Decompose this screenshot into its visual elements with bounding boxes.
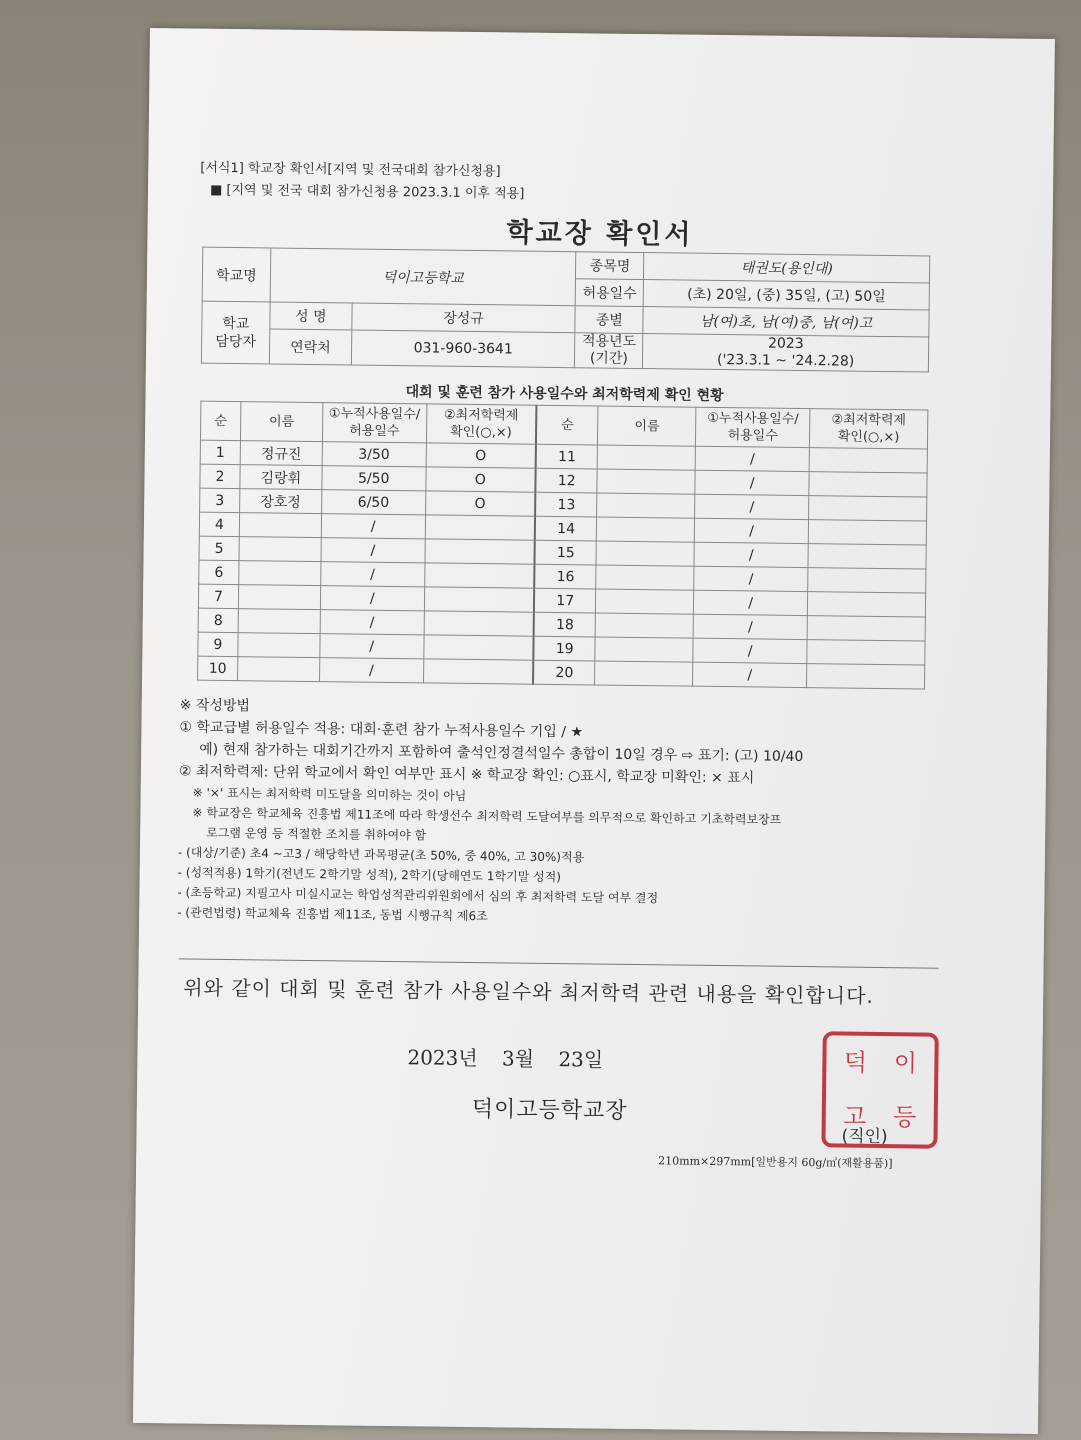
year-label: 적용년도 (기간): [575, 333, 643, 369]
cumulative-days: 5/50: [322, 466, 426, 491]
period-value: ('23.3.1 ~ '24.2.28): [716, 351, 855, 370]
category-label: 종별: [575, 306, 643, 334]
row-number: 12: [535, 468, 597, 493]
seal-char: 덕: [843, 1048, 868, 1077]
academic-check: [423, 635, 533, 660]
note-2: ② 최저학력제: 단위 학교에서 확인 여부만 표시 ※ 학교장 확인: ○표시, 학교장 미확인: × 표시: [178, 763, 755, 787]
row-number: 15: [535, 540, 597, 565]
paper-spec-note: 210mm×297mm[일반용지 60g/㎡(재활용품)]: [658, 1154, 893, 1171]
academic-check: [809, 472, 927, 497]
academic-check: O: [425, 491, 535, 516]
row-number: 8: [198, 608, 238, 632]
student-name: [596, 565, 694, 590]
cumulative-days: 6/50: [321, 490, 425, 515]
cumulative-days: /: [321, 514, 425, 539]
detail-3: - (초등학교) 지필고사 미실시교는 학업성적관리위원회에서 심의 후 최저학력 도달 여부 결정: [177, 885, 659, 906]
header-no: 순: [200, 401, 240, 440]
academic-check: [808, 544, 926, 569]
student-name: [596, 589, 694, 614]
contact-value: 031-960-3641: [351, 330, 575, 368]
info-table: [201, 247, 930, 373]
note-1-example: 예) 현재 참가하는 대회기간까지 포함하여 출석인정결석일수 총합이 10일 경우 ⇨ 표기: (고) 10/40: [199, 741, 804, 766]
header-name: 이름: [240, 402, 322, 442]
seal-char: 이: [893, 1049, 918, 1078]
academic-check: [807, 592, 925, 617]
student-name: [597, 493, 695, 518]
event-label: 종목명: [576, 252, 644, 280]
detail-1: - (대상/기준) 초4 ~고3 / 해당학년 과목평균(초 50%, 중 40%, 고 30%)적용: [177, 845, 585, 865]
student-name: [597, 517, 695, 542]
instructions: [177, 694, 950, 931]
header-check: ②최저학력제 확인(○,×): [426, 404, 536, 444]
name-label: 성 명: [270, 302, 352, 330]
year-value: 2023: [767, 335, 804, 353]
divider: [179, 958, 939, 968]
cumulative-days: /: [319, 658, 423, 683]
row-number: 9: [198, 632, 238, 656]
cumulative-days: 3/50: [322, 442, 426, 467]
student-name: [595, 661, 693, 686]
event-value: 태권도(용인대): [644, 253, 930, 283]
row-number: 18: [534, 612, 596, 637]
student-name: [598, 445, 696, 470]
row-number: 17: [534, 588, 596, 613]
notes-heading: ※ 작성방법: [179, 697, 251, 715]
academic-check: O: [426, 467, 536, 492]
row-number: 14: [535, 516, 597, 541]
principal-title: 덕이고등학교장: [471, 1097, 628, 1124]
row-number: 13: [535, 492, 597, 517]
cumulative-days: /: [695, 494, 809, 519]
academic-check: [425, 539, 535, 564]
year-cell: [643, 334, 929, 372]
name-value: 장성규: [352, 303, 576, 333]
school-label: 학교명: [202, 247, 271, 302]
contact-person-label: 학교 담당자: [201, 301, 270, 364]
student-name: [238, 633, 320, 658]
document-title: 학교장 확인서: [506, 217, 694, 251]
school-value: 덕이고등학교: [270, 248, 576, 306]
academic-check: [807, 664, 925, 689]
cumulative-days: /: [320, 610, 424, 635]
date-day: 23일: [558, 1047, 604, 1072]
student-name: 정규진: [240, 441, 322, 466]
student-name: [596, 613, 694, 638]
row-number: 3: [200, 488, 240, 512]
student-name: [239, 513, 321, 538]
contact-label: 연락처: [269, 329, 351, 365]
student-name: 김랑휘: [240, 465, 322, 490]
student-name: [239, 561, 321, 586]
header-days: ①누적사용일수/ 허용일수: [322, 403, 426, 443]
academic-check: [809, 448, 927, 473]
academic-check: [424, 611, 534, 636]
student-name: [238, 585, 320, 610]
allowed-days-value: (초) 20일, (중) 35일, (고) 50일: [643, 280, 929, 310]
date: [407, 1041, 603, 1072]
student-name: [597, 469, 695, 494]
row-number: 5: [199, 536, 239, 560]
cumulative-days: /: [320, 634, 424, 659]
form-label: [서식1] 학교장 확인서[지역 및 전국대회 참가신청용]: [200, 160, 501, 180]
student-name: [239, 537, 321, 562]
cumulative-days: /: [321, 538, 425, 563]
cumulative-days: /: [693, 614, 807, 639]
row-number: 11: [536, 444, 598, 469]
academic-check: [424, 563, 534, 588]
row-number: 1: [200, 440, 240, 464]
academic-check: [807, 616, 925, 641]
form-subtitle: ■ [지역 및 전국 대회 참가신청용 2023.3.1 이후 적용]: [209, 182, 525, 202]
student-name: [238, 609, 320, 634]
row-number: 16: [534, 564, 596, 589]
row-number: 4: [199, 512, 239, 536]
student-name: 장호정: [240, 489, 322, 514]
row-number: 20: [533, 660, 595, 685]
cumulative-days: /: [693, 662, 807, 687]
cumulative-days: /: [694, 542, 808, 567]
cumulative-days: /: [695, 518, 809, 543]
note-2-a: ※ '×' 표시는 최저학력 미도달을 의미하는 것이 아님: [192, 785, 467, 803]
seal-char: 고: [842, 1102, 867, 1131]
academic-check: [425, 515, 535, 540]
seal-char: 등: [892, 1103, 917, 1132]
academic-check: [809, 496, 927, 521]
student-name: [237, 657, 319, 682]
cumulative-days: /: [693, 638, 807, 663]
seal-label: (직인): [841, 1126, 888, 1148]
header-days: ①누적사용일수/ 허용일수: [696, 407, 810, 447]
academic-check: [807, 640, 925, 665]
detail-4: - (관련법령) 학교체육 진흥법 제11조, 동법 시행규칙 제6조: [177, 905, 488, 924]
detail-2: - (성적적용) 1학기(전년도 2학기말 성적), 2학기(당해연도 1학기말 성적): [177, 865, 562, 885]
row-number: 2: [200, 464, 240, 488]
cumulative-days: /: [695, 470, 809, 495]
academic-check: O: [426, 443, 536, 468]
cumulative-days: /: [695, 446, 809, 471]
cumulative-days: /: [321, 562, 425, 587]
note-2-c: 로그램 운영 등 적절한 조치를 취하여야 함: [206, 825, 427, 843]
student-name: [596, 541, 694, 566]
academic-check: [808, 568, 926, 593]
note-2-b: ※ 학교장은 학교체육 진흥법 제11조에 따라 학생선수 최저학력 도달여부를 의무적으로 확인하고 기초학력보장프: [192, 805, 782, 827]
row-number: 7: [198, 584, 238, 608]
header-name: 이름: [598, 406, 696, 446]
row-number: 10: [198, 656, 238, 680]
cumulative-days: /: [694, 566, 808, 591]
document-page: [133, 28, 1055, 1434]
cumulative-days: /: [320, 586, 424, 611]
academic-check: [808, 520, 926, 545]
date-year: 2023년: [407, 1045, 478, 1071]
academic-check: [423, 659, 533, 684]
row-number: 19: [533, 636, 595, 661]
cumulative-days: /: [694, 590, 808, 615]
header-no: 순: [536, 405, 598, 445]
note-1: ① 학교급별 허용일수 적용: 대회·훈련 참가 누적사용일수 기입 / ★: [179, 719, 584, 741]
student-name: [595, 637, 693, 662]
participation-table: [197, 401, 928, 690]
category-value: 남(여)초, 남(여)중, 남(여)고: [643, 307, 929, 337]
academic-check: [424, 587, 534, 612]
section-title: 대회 및 훈련 참가 사용일수와 최저학력제 확인 현황: [405, 384, 724, 405]
header-check: ②최저학력제 확인(○,×): [810, 409, 928, 449]
allowed-days-label: 허용일수: [576, 279, 644, 307]
confirmation-text: 위와 같이 대회 및 훈련 참가 사용일수와 최저학력 관련 내용을 확인합니다.: [183, 975, 874, 1008]
date-month: 3월: [501, 1046, 535, 1071]
row-number: 6: [199, 560, 239, 584]
